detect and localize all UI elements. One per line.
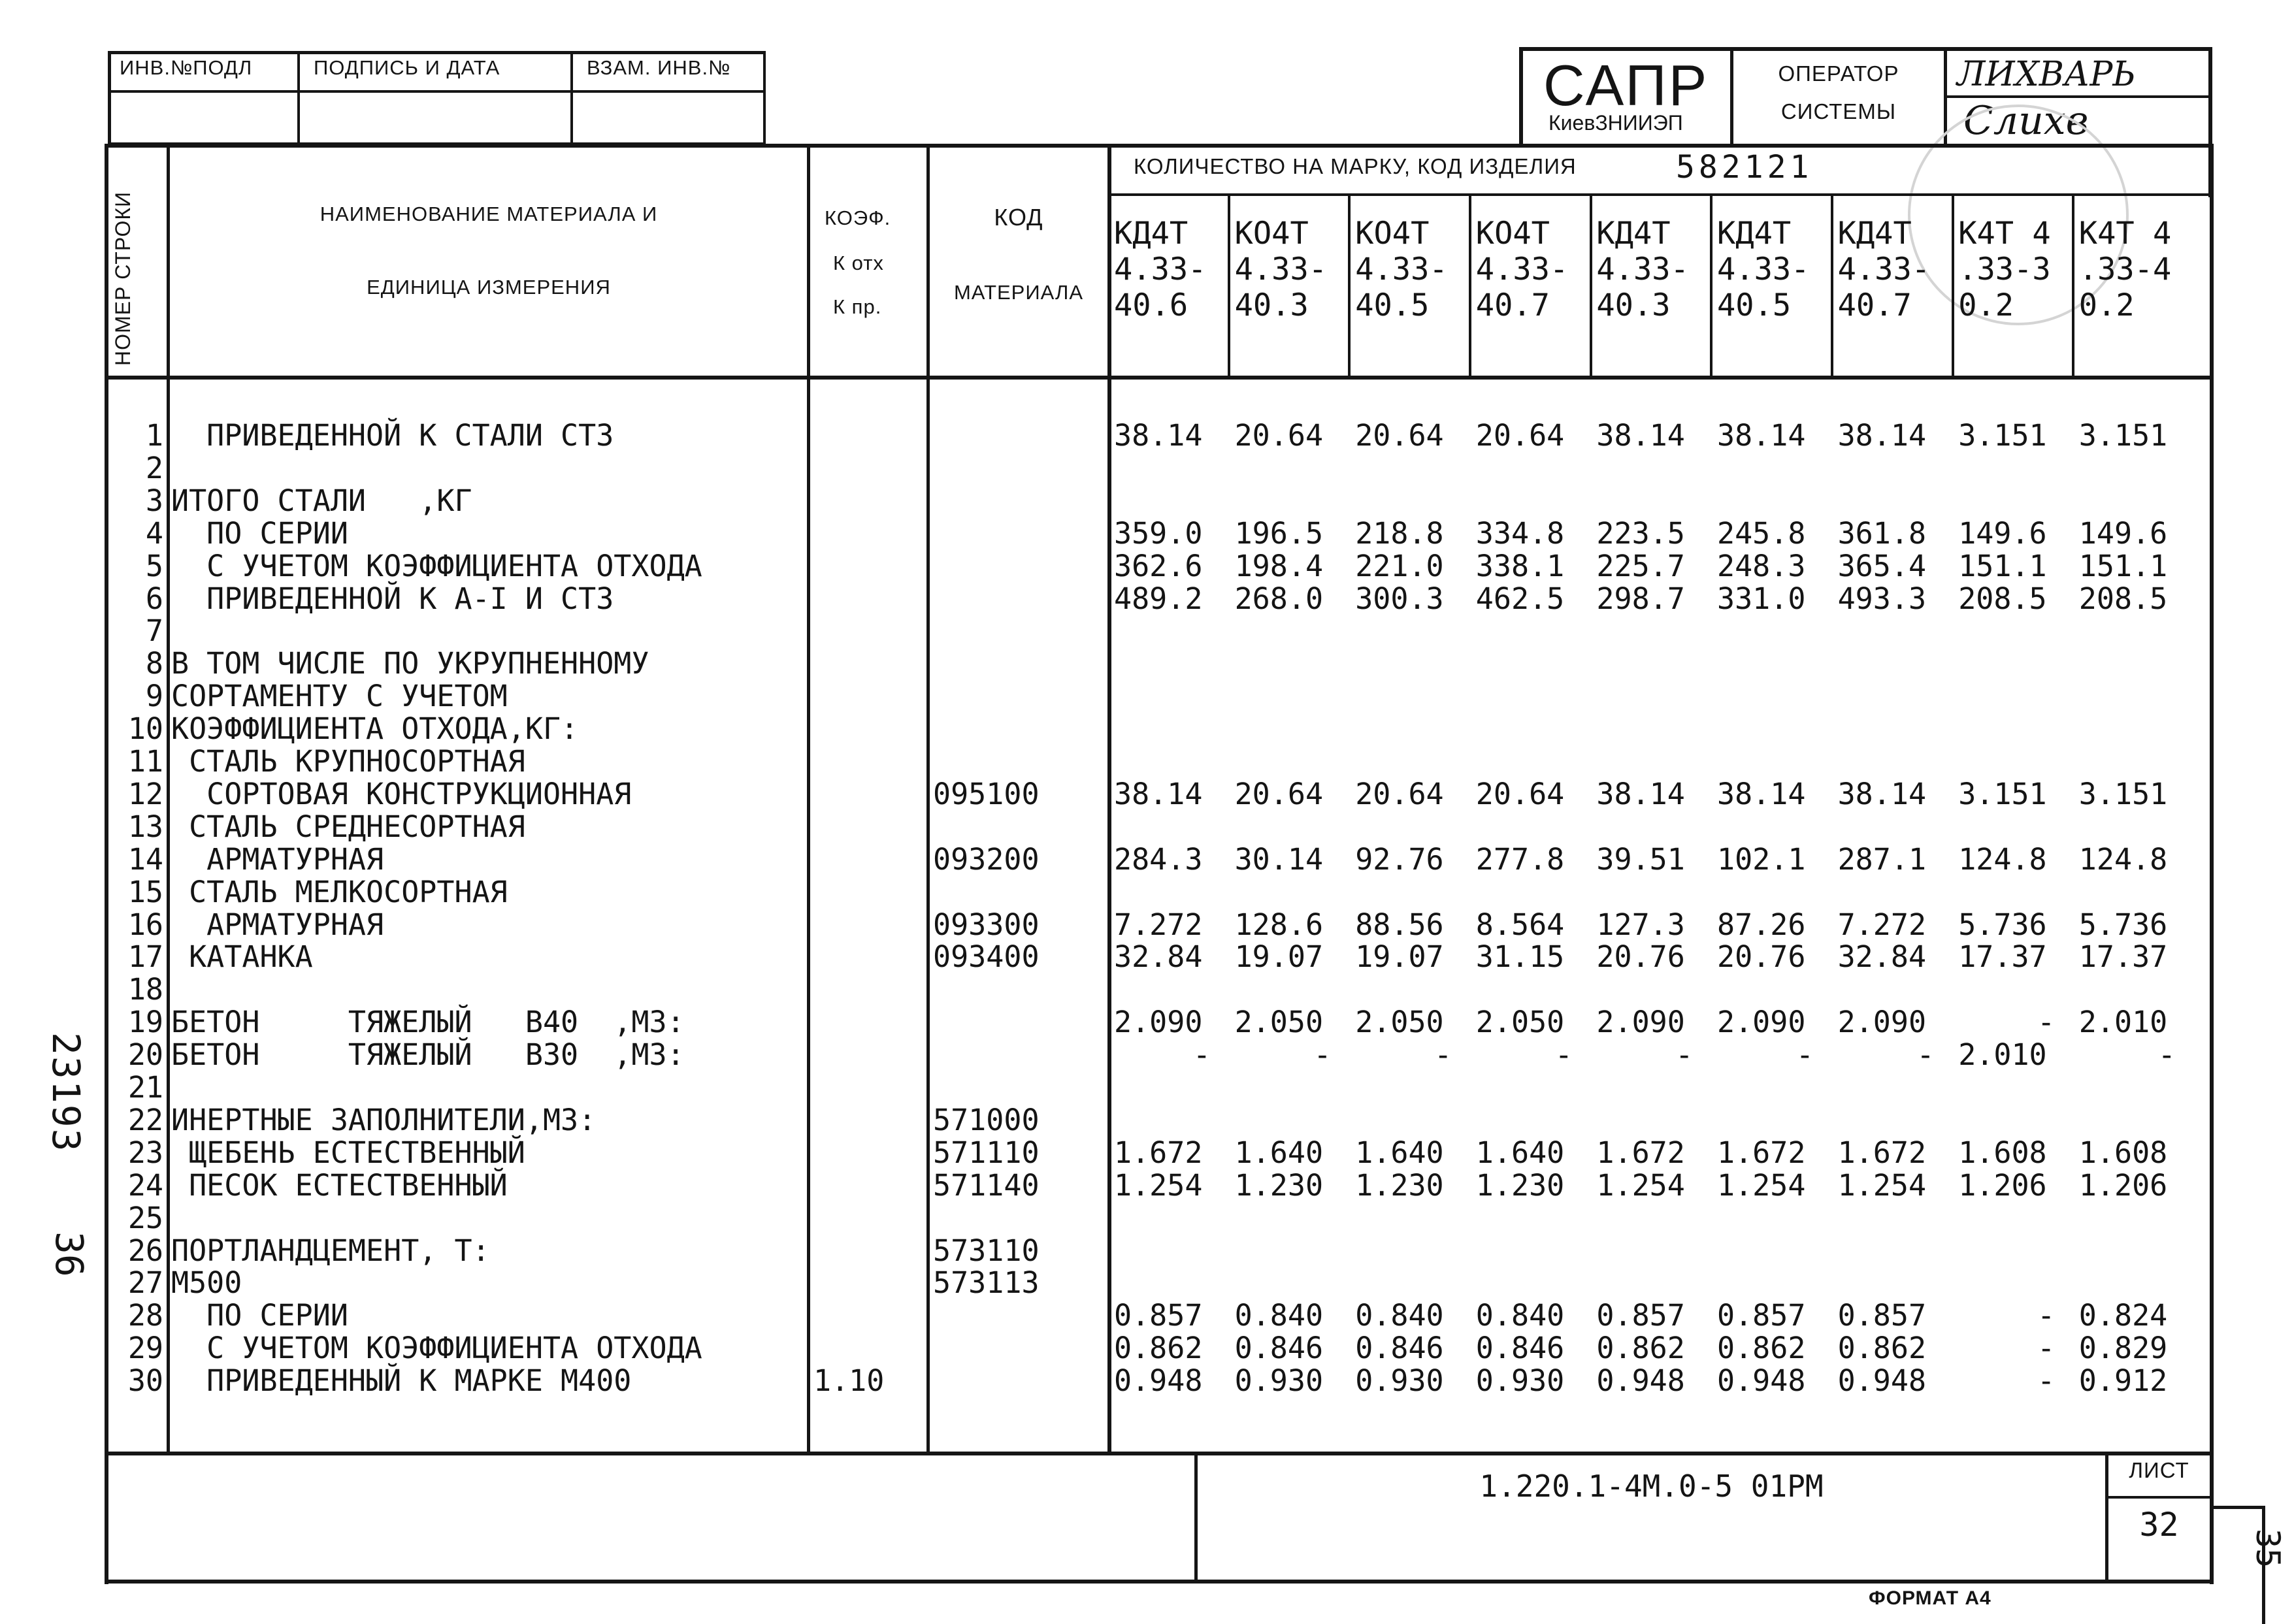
material-name: БЕТОН ТЯЖЕЛЫЙ В40 ,М3: xyxy=(171,1005,685,1040)
quantity-cell: 38.14 xyxy=(1114,776,1203,811)
format-label: ФОРМАТ А4 xyxy=(1869,1587,1991,1609)
material-name: СТАЛЬ СРЕДНЕСОРТНАЯ xyxy=(171,809,525,844)
name-header-line1: НАИМЕНОВАНИЕ МАТЕРИАЛА И xyxy=(320,203,658,225)
row-number: 14 xyxy=(127,841,163,877)
quantity-cell: 3.151 xyxy=(1958,776,2047,811)
column-header-line: 4.33- xyxy=(1234,252,1328,287)
column-header-line: 0.2 xyxy=(1958,287,2014,323)
quantity-cell: - xyxy=(1795,1037,1814,1073)
quantity-cell: 0.846 xyxy=(1234,1331,1324,1366)
quantity-cell: 38.14 xyxy=(1596,776,1685,811)
quantity-cell: 0.862 xyxy=(1837,1331,1927,1366)
quantity-cell: 208.5 xyxy=(2078,581,2168,616)
quantity-cell: 196.5 xyxy=(1234,515,1324,551)
row-number: 5 xyxy=(145,548,163,583)
material-name: СОРТАМЕНТУ С УЧЕТОМ xyxy=(171,679,508,714)
column-header-line: 4.33- xyxy=(1475,252,1569,287)
column-header xyxy=(1355,216,1447,323)
row-number: 8 xyxy=(145,646,163,681)
material-code: 095100 xyxy=(933,776,1040,811)
quantity-cell: - xyxy=(2037,1005,2056,1040)
material-code: 571000 xyxy=(933,1102,1040,1137)
column-header-line: 0.2 xyxy=(2078,287,2135,323)
quantity-cell: 1.254 xyxy=(1837,1167,1927,1203)
coefficient: 1.10 xyxy=(813,1363,885,1399)
quantity-cell: 7.272 xyxy=(1837,907,1927,942)
row-number: 24 xyxy=(127,1167,163,1203)
column-header xyxy=(2079,216,2171,323)
material-name: ИТОГО СТАЛИ ,КГ xyxy=(171,483,472,518)
quantity-cell: 124.8 xyxy=(1958,841,2047,877)
material-name: СОРТОВАЯ КОНСТРУКЦИОННАЯ xyxy=(171,776,632,811)
material-code: 571140 xyxy=(933,1167,1040,1203)
row-number: 29 xyxy=(127,1331,163,1366)
quantity-cell: - xyxy=(2037,1298,2056,1333)
material-name: ПОРТЛАНДЦЕМЕНТ, Т: xyxy=(171,1233,490,1268)
quantity-cell: 0.857 xyxy=(1717,1298,1806,1333)
quantity-cell: 1.672 xyxy=(1114,1135,1203,1170)
column-header xyxy=(1958,216,2050,323)
quantity-cell: 17.37 xyxy=(2078,939,2168,975)
quantity-cell: 331.0 xyxy=(1717,581,1806,616)
quantity-cell: - xyxy=(1675,1037,1694,1073)
row-number: 16 xyxy=(127,907,163,942)
quantity-cell: 1.230 xyxy=(1234,1167,1324,1203)
quantity-cell: 0.840 xyxy=(1234,1298,1324,1333)
sheet-label: ЛИСТ xyxy=(2129,1458,2189,1482)
row-number: 22 xyxy=(127,1102,163,1137)
row-number: 18 xyxy=(127,972,163,1007)
quantity-cell: 17.37 xyxy=(1958,939,2047,975)
row-number: 11 xyxy=(127,744,163,779)
quantity-cell: 2.010 xyxy=(2078,1005,2168,1040)
row-number: 21 xyxy=(127,1070,163,1105)
material-name: АРМАТУРНАЯ xyxy=(171,907,384,942)
quantity-cell: 268.0 xyxy=(1234,581,1324,616)
product-code: 582121 xyxy=(1676,149,1813,186)
operator-label: ОПЕРАТОР xyxy=(1778,61,1899,86)
quantity-cell: 0.846 xyxy=(1475,1331,1565,1366)
quantity-cell: - xyxy=(2157,1037,2176,1073)
quantity-cell: 102.1 xyxy=(1717,841,1806,877)
quantity-cell: - xyxy=(1916,1037,1935,1073)
material-name: В ТОМ ЧИСЛЕ ПО УКРУПНЕННОМУ xyxy=(171,646,649,681)
quantity-cell: 1.672 xyxy=(1717,1135,1806,1170)
sapr-org: КиевЗНИИЭП xyxy=(1548,111,1683,135)
quantity-cell: 31.15 xyxy=(1475,939,1565,975)
quantity-cell: 20.76 xyxy=(1596,939,1685,975)
quantity-cell: 3.151 xyxy=(2078,776,2168,811)
material-name: С УЧЕТОМ КОЭФФИЦИЕНТА ОТХОДА xyxy=(171,1331,702,1366)
quantity-cell: 2.050 xyxy=(1234,1005,1324,1040)
quantity-cell: 2.090 xyxy=(1114,1005,1203,1040)
column-header-line: КД4Т xyxy=(1596,216,1671,252)
column-header-line: .33-3 xyxy=(1958,252,2051,287)
row-number: 20 xyxy=(127,1037,163,1073)
quantity-cell: 128.6 xyxy=(1234,907,1324,942)
quantity-cell: 0.948 xyxy=(1717,1363,1806,1399)
material-code: 093200 xyxy=(933,841,1040,877)
quantity-cell: 248.3 xyxy=(1717,548,1806,583)
quantity-cell: 3.151 xyxy=(1958,418,2047,453)
vzam-inv-label: ВЗАМ. ИНВ.№ xyxy=(587,56,731,79)
quantity-cell: 225.7 xyxy=(1596,548,1685,583)
quantity-cell: 208.5 xyxy=(1958,581,2047,616)
quantity-cell: 0.857 xyxy=(1596,1298,1685,1333)
coef-header-line1: КОЭФ. xyxy=(825,206,891,229)
column-header xyxy=(1476,216,1568,323)
document-code: 1.220.1-4М.0-5 01РМ xyxy=(1479,1469,1824,1504)
column-header xyxy=(1114,216,1206,323)
row-number: 1 xyxy=(145,418,163,453)
column-header-line: КД4Т xyxy=(1837,216,1912,252)
margin-number-right: 35 xyxy=(2249,1529,2287,1568)
quantity-cell: 0.824 xyxy=(2078,1298,2168,1333)
quantity-cell: 0.912 xyxy=(2078,1363,2168,1399)
column-header-line: КО4Т xyxy=(1355,216,1430,252)
quantity-cell: 493.3 xyxy=(1837,581,1927,616)
material-code: 573113 xyxy=(933,1265,1040,1301)
sapr-title: САПР xyxy=(1543,53,1709,118)
row-number: 23 xyxy=(127,1135,163,1170)
material-name: ПЕСОК ЕСТЕСТВЕННЫЙ xyxy=(171,1167,508,1203)
quantity-cell: 20.64 xyxy=(1475,418,1565,453)
material-name: БЕТОН ТЯЖЕЛЫЙ В30 ,М3: xyxy=(171,1037,685,1073)
column-header-line: КО4Т xyxy=(1475,216,1550,252)
quantity-cell: 218.8 xyxy=(1355,515,1444,551)
quantity-cell: 284.3 xyxy=(1114,841,1203,877)
quantity-cell: 361.8 xyxy=(1837,515,1927,551)
material-name: М500 xyxy=(171,1265,242,1301)
material-name: КАТАНКА xyxy=(171,939,313,975)
material-name: С УЧЕТОМ КОЭФФИЦИЕНТА ОТХОДА xyxy=(171,548,702,583)
quantity-cell: 277.8 xyxy=(1475,841,1565,877)
quantity-cell: 1.608 xyxy=(2078,1135,2168,1170)
column-header xyxy=(1717,216,1809,323)
column-header-line: 4.33- xyxy=(1114,252,1207,287)
row-number: 28 xyxy=(127,1298,163,1333)
quantity-cell: - xyxy=(1434,1037,1452,1073)
material-name: СТАЛЬ МЕЛКОСОРТНАЯ xyxy=(171,874,508,909)
material-code: 093400 xyxy=(933,939,1040,975)
row-number: 30 xyxy=(127,1363,163,1399)
quantity-label: КОЛИЧЕСТВО НА МАРКУ, КОД ИЗДЕЛИЯ xyxy=(1134,154,1577,178)
column-header-line: 40.5 xyxy=(1355,287,1430,323)
quantity-cell: 1.230 xyxy=(1355,1167,1444,1203)
row-number: 2 xyxy=(145,450,163,485)
quantity-cell: 20.64 xyxy=(1475,776,1565,811)
row-number: 17 xyxy=(127,939,163,975)
quantity-cell: 0.829 xyxy=(2078,1331,2168,1366)
quantity-cell: - xyxy=(2037,1363,2056,1399)
column-header xyxy=(1596,216,1688,323)
material-name: ПРИВЕДЕННОЙ К А-I И СТ3 xyxy=(171,581,614,616)
quantity-cell: 298.7 xyxy=(1596,581,1685,616)
coef-header-line3: К пр. xyxy=(833,295,882,318)
quantity-cell: 1.230 xyxy=(1475,1167,1565,1203)
quantity-cell: 19.07 xyxy=(1355,939,1444,975)
quantity-cell: 20.64 xyxy=(1234,776,1324,811)
column-header-line: 40.7 xyxy=(1837,287,1912,323)
material-name: ПРИВЕДЕННЫЙ К МАРКЕ М400 xyxy=(171,1363,632,1399)
quantity-cell: 1.254 xyxy=(1596,1167,1685,1203)
quantity-cell: 1.206 xyxy=(2078,1167,2168,1203)
quantity-cell: - xyxy=(1313,1037,1332,1073)
quantity-cell: 287.1 xyxy=(1837,841,1927,877)
quantity-cell: 300.3 xyxy=(1355,581,1444,616)
material-name: ПО СЕРИИ xyxy=(171,1298,348,1333)
material-code: 573110 xyxy=(933,1233,1040,1268)
quantity-cell: 20.64 xyxy=(1234,418,1324,453)
quantity-cell: 198.4 xyxy=(1234,548,1324,583)
system-label: СИСТЕМЫ xyxy=(1780,99,1897,123)
quantity-cell: 0.857 xyxy=(1114,1298,1203,1333)
quantity-cell: 334.8 xyxy=(1475,515,1565,551)
quantity-cell: 38.14 xyxy=(1114,418,1203,453)
quantity-cell: 0.862 xyxy=(1717,1331,1806,1366)
quantity-cell: 20.64 xyxy=(1355,776,1444,811)
quantity-cell: 462.5 xyxy=(1475,581,1565,616)
quantity-cell: 87.26 xyxy=(1717,907,1806,942)
quantity-cell: 1.254 xyxy=(1717,1167,1806,1203)
quantity-cell: 151.1 xyxy=(1958,548,2047,583)
column-header-line: 4.33- xyxy=(1837,252,1931,287)
quantity-cell: 362.6 xyxy=(1114,548,1203,583)
quantity-cell: 127.3 xyxy=(1596,907,1685,942)
margin-frame-top xyxy=(2210,1506,2265,1509)
material-name: ЩЕБЕНЬ ЕСТЕСТВЕННЫЙ xyxy=(171,1135,525,1170)
quantity-cell: 0.948 xyxy=(1114,1363,1203,1399)
quantity-cell: 149.6 xyxy=(1958,515,2047,551)
quantity-cell: 0.857 xyxy=(1837,1298,1927,1333)
material-code: 571110 xyxy=(933,1135,1040,1170)
quantity-cell: 2.090 xyxy=(1837,1005,1927,1040)
material-name: ПО СЕРИИ xyxy=(171,515,348,551)
column-header-line: КО4Т xyxy=(1234,216,1309,252)
quantity-cell: 38.14 xyxy=(1717,418,1806,453)
row-number: 13 xyxy=(127,809,163,844)
column-header-line: КД4Т xyxy=(1717,216,1792,252)
quantity-cell: 5.736 xyxy=(1958,907,2047,942)
quantity-cell: 2.050 xyxy=(1475,1005,1565,1040)
material-name: КОЭФФИЦИЕНТА ОТХОДА,КГ: xyxy=(171,711,579,747)
quantity-cell: 20.76 xyxy=(1717,939,1806,975)
material-name: СТАЛЬ КРУПНОСОРТНАЯ xyxy=(171,744,525,779)
quantity-cell: 0.930 xyxy=(1234,1363,1324,1399)
column-header-line: 40.3 xyxy=(1596,287,1671,323)
column-header-line: .33-4 xyxy=(2078,252,2172,287)
quantity-cell: 1.672 xyxy=(1596,1135,1685,1170)
name-header-line2: ЕДИНИЦА ИЗМЕРЕНИЯ xyxy=(367,276,611,299)
row-number: 15 xyxy=(127,874,163,909)
row-number-header: НОМЕР СТРОКИ xyxy=(111,191,135,366)
margin-number-left-2: 36 xyxy=(47,1231,91,1277)
column-header-line: 40.6 xyxy=(1114,287,1188,323)
quantity-cell: 1.672 xyxy=(1837,1135,1927,1170)
quantity-cell: 38.14 xyxy=(1596,418,1685,453)
quantity-cell: 39.51 xyxy=(1596,841,1685,877)
quantity-cell: 0.840 xyxy=(1355,1298,1444,1333)
column-header-line: 40.5 xyxy=(1717,287,1792,323)
quantity-cell: 1.254 xyxy=(1114,1167,1203,1203)
quantity-cell: 0.846 xyxy=(1355,1331,1444,1366)
row-number: 10 xyxy=(127,711,163,747)
column-header-line: К4Т 4 xyxy=(2078,216,2172,252)
quantity-cell: 5.736 xyxy=(2078,907,2168,942)
inv-podl-label: ИНВ.№ПОДЛ xyxy=(120,56,253,79)
quantity-cell: 489.2 xyxy=(1114,581,1203,616)
operator-signature: Слихв xyxy=(1963,98,2089,144)
sheet-number: 32 xyxy=(2139,1506,2179,1544)
quantity-cell: 3.151 xyxy=(2078,418,2168,453)
quantity-cell: 149.6 xyxy=(2078,515,2168,551)
quantity-cell: 2.090 xyxy=(1717,1005,1806,1040)
row-number: 12 xyxy=(127,776,163,811)
quantity-cell: 124.8 xyxy=(2078,841,2168,877)
material-name: ИНЕРТНЫЕ ЗАПОЛНИТЕЛИ,М3: xyxy=(171,1102,597,1137)
quantity-cell: 2.010 xyxy=(1958,1037,2047,1073)
quantity-cell: 221.0 xyxy=(1355,548,1444,583)
quantity-cell: - xyxy=(2037,1331,2056,1366)
quantity-cell: 38.14 xyxy=(1717,776,1806,811)
margin-number-left-1: 23193 xyxy=(44,1032,88,1153)
code-header-line1: КОД xyxy=(994,204,1043,231)
column-header-line: К4Т 4 xyxy=(1958,216,2051,252)
row-number: 6 xyxy=(145,581,163,616)
column-header-line: 4.33- xyxy=(1717,252,1810,287)
quantity-cell: 223.5 xyxy=(1596,515,1685,551)
quantity-cell: 20.64 xyxy=(1355,418,1444,453)
row-number: 9 xyxy=(145,679,163,714)
quantity-cell: 0.948 xyxy=(1837,1363,1927,1399)
quantity-cell: 38.14 xyxy=(1837,418,1927,453)
quantity-cell: 1.640 xyxy=(1355,1135,1444,1170)
quantity-cell: 30.14 xyxy=(1234,841,1324,877)
quantity-cell: 1.206 xyxy=(1958,1167,2047,1203)
column-header-line: 4.33- xyxy=(1355,252,1448,287)
quantity-cell: 365.4 xyxy=(1837,548,1927,583)
podpis-data-label: ПОДПИСЬ И ДАТА xyxy=(314,56,500,79)
column-header-line: 4.33- xyxy=(1596,252,1689,287)
quantity-cell: 0.930 xyxy=(1475,1363,1565,1399)
column-header xyxy=(1235,216,1327,323)
material-name: ПРИВЕДЕННОЙ К СТАЛИ СТ3 xyxy=(171,418,614,453)
quantity-cell: 0.930 xyxy=(1355,1363,1444,1399)
column-header-line: 40.7 xyxy=(1475,287,1550,323)
quantity-cell: 1.608 xyxy=(1958,1135,2047,1170)
operator-name: ЛИХВАРЬ xyxy=(1957,55,2136,94)
quantity-cell: 1.640 xyxy=(1234,1135,1324,1170)
quantity-cell: 7.272 xyxy=(1114,907,1203,942)
quantity-cell: 2.090 xyxy=(1596,1005,1685,1040)
column-header-line: КД4Т xyxy=(1114,216,1188,252)
quantity-cell: 32.84 xyxy=(1837,939,1927,975)
column-header xyxy=(1838,216,1930,323)
quantity-cell: - xyxy=(1554,1037,1573,1073)
quantity-cell: 8.564 xyxy=(1475,907,1565,942)
row-number: 4 xyxy=(145,515,163,551)
quantity-cell: 245.8 xyxy=(1717,515,1806,551)
row-number: 19 xyxy=(127,1005,163,1040)
row-number: 27 xyxy=(127,1265,163,1301)
quantity-cell: 1.640 xyxy=(1475,1135,1565,1170)
quantity-cell: 0.862 xyxy=(1596,1331,1685,1366)
quantity-cell: 338.1 xyxy=(1475,548,1565,583)
quantity-cell: 359.0 xyxy=(1114,515,1203,551)
row-number: 3 xyxy=(145,483,163,518)
quantity-cell: 19.07 xyxy=(1234,939,1324,975)
material-code: 093300 xyxy=(933,907,1040,942)
quantity-cell: 0.840 xyxy=(1475,1298,1565,1333)
quantity-cell: 2.050 xyxy=(1355,1005,1444,1040)
row-number: 7 xyxy=(145,613,163,649)
quantity-cell: 0.948 xyxy=(1596,1363,1685,1399)
quantity-cell: 92.76 xyxy=(1355,841,1444,877)
row-number: 25 xyxy=(127,1200,163,1235)
coef-header-line2: К отх xyxy=(833,252,884,274)
column-header-line: 40.3 xyxy=(1234,287,1309,323)
row-number: 26 xyxy=(127,1233,163,1268)
quantity-cell: 0.862 xyxy=(1114,1331,1203,1366)
quantity-cell: 32.84 xyxy=(1114,939,1203,975)
quantity-cell: 88.56 xyxy=(1355,907,1444,942)
quantity-cell: 151.1 xyxy=(2078,548,2168,583)
quantity-cell: 38.14 xyxy=(1837,776,1927,811)
material-name: АРМАТУРНАЯ xyxy=(171,841,384,877)
code-header-line2: МАТЕРИАЛА xyxy=(953,281,1084,304)
quantity-cell: - xyxy=(1192,1037,1211,1073)
